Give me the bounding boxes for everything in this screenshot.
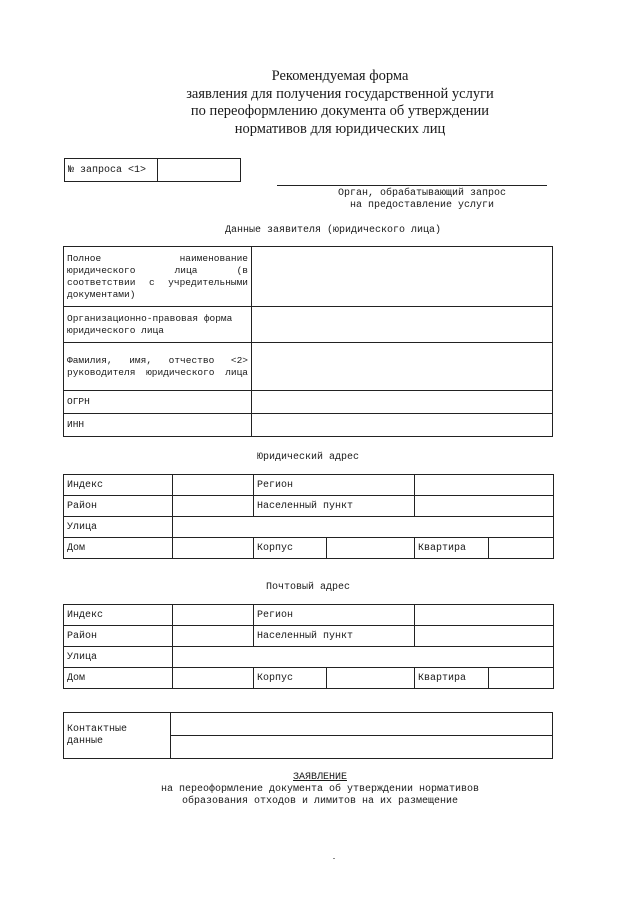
apartment-field[interactable]: [488, 538, 553, 559]
title-line: заявления для получения государственной услуги: [186, 85, 494, 102]
locality-field[interactable]: [415, 496, 554, 517]
index-label: Индекс: [64, 475, 173, 496]
house-field[interactable]: [173, 668, 254, 689]
district-label: Район: [64, 496, 173, 517]
table-row: [64, 538, 554, 559]
table-row: [64, 343, 553, 391]
request-number-label: № запроса <1>: [65, 159, 158, 182]
statement-line: на переоформление документа об утверждении нормативов: [160, 784, 480, 795]
region-label: Регион: [254, 605, 415, 626]
region-label: Регион: [254, 475, 415, 496]
region-field[interactable]: [415, 475, 554, 496]
authority-caption-line: Орган, обрабатывающий запрос: [337, 188, 507, 199]
request-number-box: [64, 158, 241, 182]
applicant-table: [63, 246, 553, 437]
authority-caption: [277, 188, 567, 212]
inn-field[interactable]: [252, 414, 553, 437]
index-field[interactable]: [173, 475, 254, 496]
apartment-label: Квартира: [415, 538, 489, 559]
postal-address-table: [63, 604, 554, 689]
table-row: [64, 517, 554, 538]
table-row: [64, 414, 553, 437]
table-row: [64, 668, 554, 689]
index-field[interactable]: [173, 605, 254, 626]
director-name-label: [64, 343, 252, 391]
table-row: [64, 626, 554, 647]
title-line: нормативов для юридических лиц: [234, 120, 446, 137]
street-label: Улица: [64, 517, 173, 538]
legal-address-table: [63, 474, 554, 559]
building-label: Корпус: [254, 668, 327, 689]
table-row: [64, 307, 553, 343]
contacts-label: Контактные данные: [64, 713, 171, 759]
street-field[interactable]: [173, 647, 554, 668]
applicant-caption: Данные заявителя (юридического лица): [224, 225, 442, 236]
apartment-field[interactable]: [488, 668, 553, 689]
contacts-field-1[interactable]: [171, 713, 553, 736]
statement-line: образования отходов и лимитов на их размещение: [181, 796, 459, 807]
house-field[interactable]: [173, 538, 254, 559]
table-row: [64, 391, 553, 414]
table-row: [64, 475, 554, 496]
table-row: [64, 647, 554, 668]
statement-block: [110, 772, 530, 808]
legal-address-caption: Юридический адрес: [256, 452, 360, 463]
title-line: Рекомендуемая форма: [271, 68, 409, 84]
director-name-label-text: Фамилия, имя, отчество <2> руководителя юридического лица: [67, 354, 248, 378]
authority-line[interactable]: [277, 185, 547, 186]
legal-form-field[interactable]: [252, 307, 553, 343]
table-row: [64, 713, 553, 736]
contacts-field-2[interactable]: [171, 736, 553, 759]
full-name-label-text: Полное наименование юридического лица (в соответствии с учредительными документами): [67, 252, 248, 300]
house-label: Дом: [64, 668, 173, 689]
building-field[interactable]: [327, 668, 415, 689]
scan-speck: [333, 858, 335, 859]
full-name-field[interactable]: [252, 247, 553, 307]
form-title: [120, 68, 560, 138]
legal-form-label: Организационно-правовая форма юридического лица: [64, 307, 252, 343]
building-label: Корпус: [254, 538, 327, 559]
street-field[interactable]: [173, 517, 554, 538]
table-row: [64, 247, 553, 307]
statement-heading: ЗАЯВЛЕНИЕ: [292, 772, 347, 783]
street-label: Улица: [64, 647, 173, 668]
district-label: Район: [64, 626, 173, 647]
ogrn-label: ОГРН: [64, 391, 252, 414]
district-field[interactable]: [173, 496, 254, 517]
title-line: по переоформлению документа об утверждении: [190, 103, 490, 119]
authority-caption-line: на предоставление услуги: [349, 200, 495, 211]
contacts-table: [63, 712, 553, 759]
locality-label: Населенный пункт: [254, 496, 415, 517]
request-number-field[interactable]: [158, 159, 241, 182]
director-name-field[interactable]: [252, 343, 553, 391]
ogrn-field[interactable]: [252, 391, 553, 414]
apartment-label: Квартира: [415, 668, 489, 689]
table-row: [64, 496, 554, 517]
building-field[interactable]: [327, 538, 415, 559]
locality-label: Населенный пункт: [254, 626, 415, 647]
postal-address-caption: Почтовый адрес: [265, 582, 350, 593]
full-name-label: [64, 247, 252, 307]
region-field[interactable]: [415, 605, 554, 626]
table-row: [64, 605, 554, 626]
district-field[interactable]: [173, 626, 254, 647]
locality-field[interactable]: [415, 626, 554, 647]
index-label: Индекс: [64, 605, 173, 626]
house-label: Дом: [64, 538, 173, 559]
inn-label: ИНН: [64, 414, 252, 437]
